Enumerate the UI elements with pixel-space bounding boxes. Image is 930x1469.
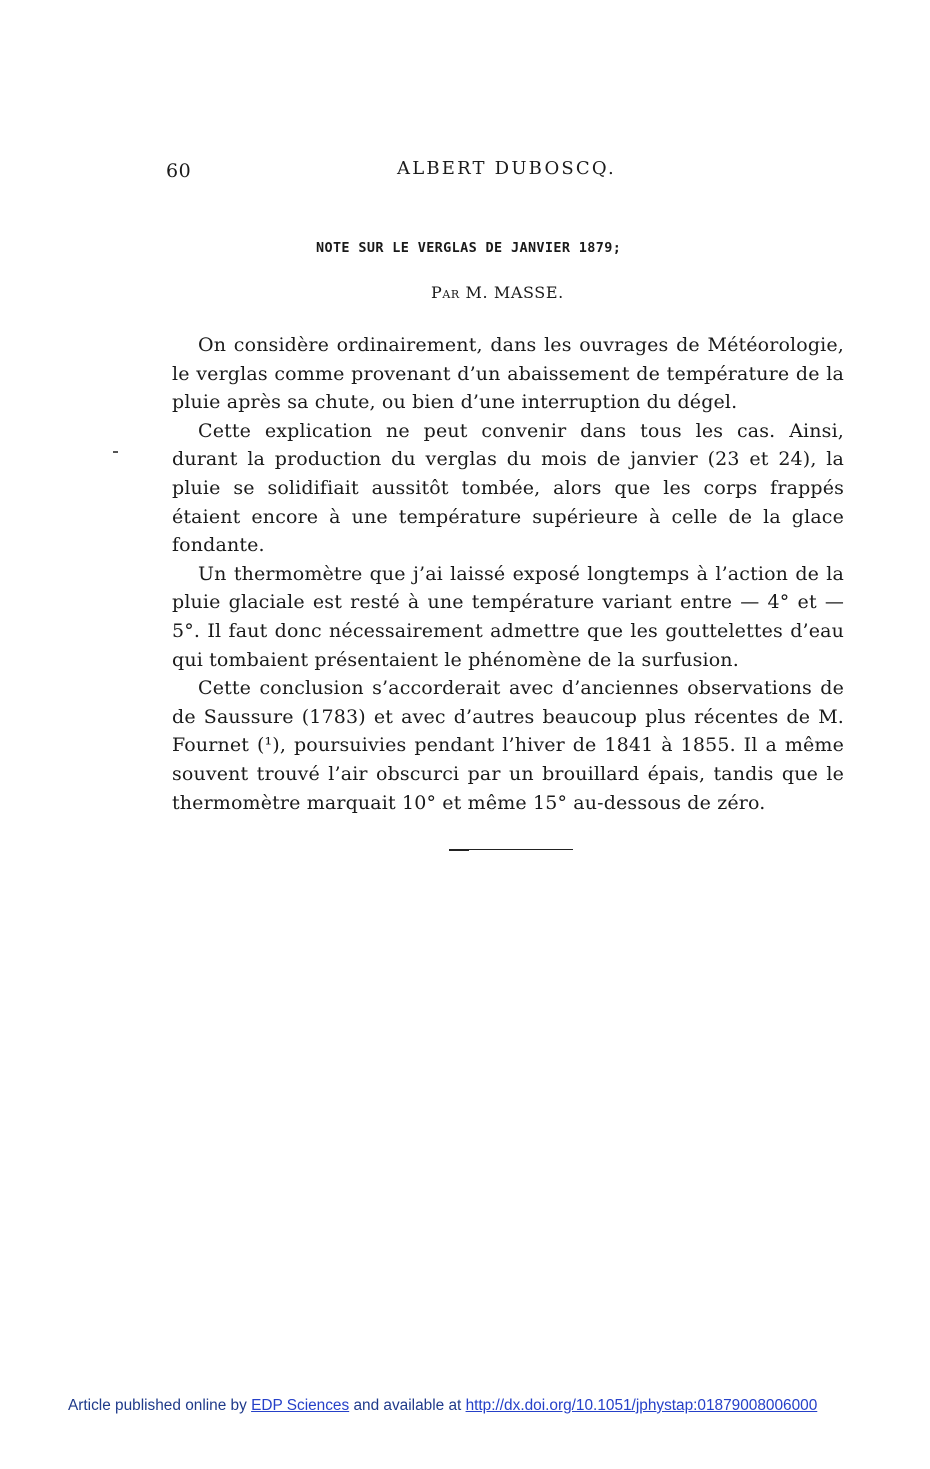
paragraph: Cette conclusion s’accorderait avec d’anciennes observations de de Saussure (1783) et avec d’autres beaucoup plus récentes de M. Fournet (¹), poursuivies pendant l’hiver de 1841 à 1855. Il a même souvent trouvé l’air obscurci par un brouillard épais, tandis que le thermomètre marquait 10° et même 15° au-dessous de zéro. (172, 677, 844, 814)
paragraph: On considère ordinairement, dans les ouvrages de Météorologie, le verglas comme provenant d’un abaissement de température de la pluie après sa chute, ou bien d’une interruption du dégel. (172, 334, 844, 414)
byline-prefix: Par (431, 283, 460, 302)
running-head: ALBERT DUBOSCQ. (397, 158, 616, 179)
end-rule-nub (449, 849, 469, 851)
stray-mark (113, 451, 118, 453)
author-name: M. MASSE. (465, 283, 564, 302)
end-rule (449, 849, 573, 850)
paragraph: Cette explication ne peut convenir dans tous les cas. Ainsi, durant la production du verglas du mois de janvier (23 et 24), la pluie se solidifiait aussitôt tombée, alors que les corps frappés étaient encore à une température supérieure à celle de la glace fondante. (172, 419, 844, 557)
footer-prefix: Article published online by (68, 1397, 252, 1414)
footer-middle: and available at (349, 1397, 466, 1414)
article-title: NOTE SUR LE VERGLAS DE JANVIER 1879; (316, 240, 622, 256)
byline (431, 283, 564, 302)
article-body (172, 331, 844, 817)
doi-link[interactable]: http://dx.doi.org/10.1051/jphystap:01879008006000 (465, 1397, 818, 1414)
paragraph: Un thermomètre que j’ai laissé exposé longtemps à l’action de la pluie glaciale est resté à une température variant entre — 4° et — 5°. Il faut donc nécessairement admettre que les gouttelettes d’eau qui tombaient présentaient le phénomène de la surfusion. (172, 562, 844, 671)
publication-footer (68, 1397, 817, 1415)
page-number: 60 (166, 160, 192, 182)
publisher-link[interactable]: EDP Sciences (251, 1397, 350, 1414)
